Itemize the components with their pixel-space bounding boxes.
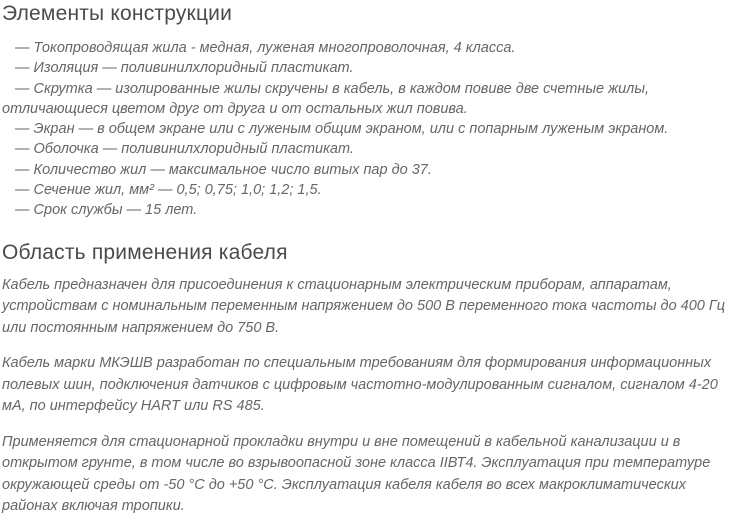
construction-spec-list: [2, 38, 732, 221]
spec-item-core-count: — Количество жил — максимальное число витых пар до 37.: [15, 161, 432, 178]
spec-item-service-life: — Срок службы — 15 лет.: [15, 202, 198, 219]
spec-item-cross-section: — Сечение жил, мм² — 0,5; 0,75; 1,0; 1,2; 1,5.: [15, 182, 322, 199]
application-paragraph-fieldbus: Кабель марки МКЭШВ разработан по специальным требованиям для формирования информационных полевых шин, подключения датчиков с цифровым частотно-модулированным сигналом, сигналом 4-20 мА, по интерфейсу HART или RS 485.: [2, 355, 718, 415]
spec-item-conductor: — Токопроводящая жила - медная, луженая многопроволочная, 4 класса.: [15, 40, 516, 56]
spec-item-sheath: — Оболочка — поливинилхлоридный пластикат.: [15, 141, 354, 158]
application-paragraph-installation: Применяется для стационарной прокладки внутри и вне помещений в кабельной канализации и в открытом грунте, в том числе во взрывоопасной зоне класса IIВТ4. Эксплуатация при температуре окружающей среды от -50 °C до +50 °C. Эксплуатация кабеля кабеля во всех макроклиматических районах включая тропики.: [2, 433, 711, 515]
spec-item-twisting: — Скрутка — изолированные жилы скручены в кабель, в каждом повиве две счетные жилы, отличающиеся цветом друг от друга и от остальных жил повива.: [2, 80, 650, 117]
application-section: [2, 240, 732, 518]
application-section-title: Область применения кабеля: [2, 240, 288, 264]
spec-item-screen: — Экран — в общем экране или с луженым общим экраном, или с попарным луженым экраном.: [15, 121, 669, 138]
application-paragraph-voltage: Кабель предназначен для присоединения к стационарным электрическим приборам, аппаратам, устройствам с номинальным переменным напряжением до 500 В переменного тока частоты до 400 Гц или постоянным напряжением до 750 В.: [2, 276, 726, 336]
spec-item-insulation: — Изоляция — поливинилхлоридный пластикат.: [15, 60, 354, 77]
construction-section-title: Элементы конструкции: [2, 2, 233, 25]
construction-section: [2, 1, 732, 221]
